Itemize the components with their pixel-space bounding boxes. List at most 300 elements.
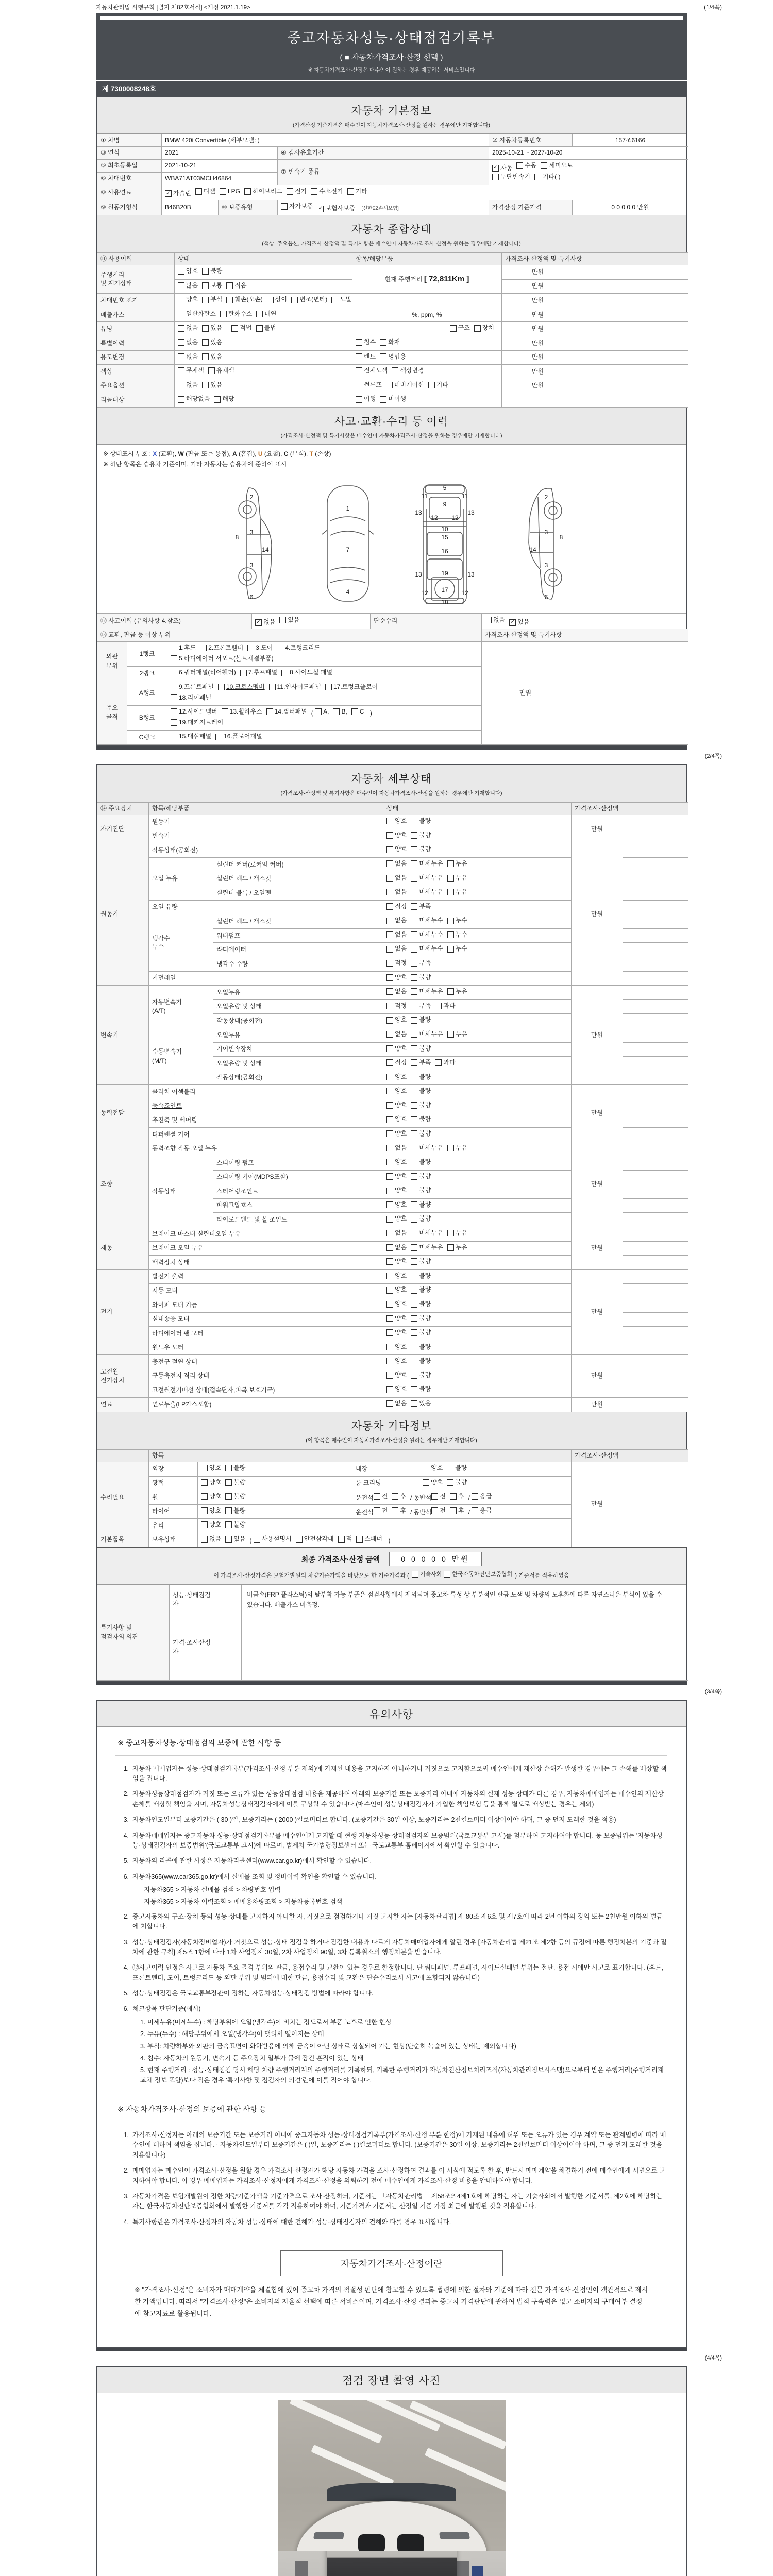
checkbox-전체도색[interactable] [356, 367, 362, 374]
checkbox-사용설명서[interactable] [254, 1536, 260, 1543]
checkbox-양호[interactable] [386, 832, 393, 839]
checkbox-불량[interactable] [411, 1287, 417, 1294]
checkbox-무단변속기[interactable] [492, 174, 499, 180]
checkbox-item[interactable] [386, 874, 407, 883]
checkbox-item[interactable] [435, 1002, 455, 1010]
checkbox-item[interactable] [411, 1002, 431, 1010]
checkbox-item[interactable] [516, 161, 536, 170]
checkbox-부족[interactable] [411, 1059, 417, 1066]
checkbox-item[interactable] [374, 1492, 388, 1501]
checkbox-item[interactable] [171, 707, 217, 716]
checkbox-불량[interactable] [225, 1521, 232, 1528]
checkbox-item[interactable] [411, 1030, 443, 1039]
checkbox-item[interactable] [411, 1129, 431, 1138]
checkbox-양호[interactable] [386, 1188, 393, 1194]
checkbox-양호[interactable] [386, 1088, 393, 1094]
checkbox-적음[interactable] [226, 282, 233, 289]
checkbox-item[interactable] [411, 1371, 431, 1380]
checkbox-item[interactable] [411, 1158, 431, 1166]
checkbox-item[interactable] [450, 1492, 464, 1501]
checkbox-불량[interactable] [202, 268, 209, 275]
checkbox-적정[interactable] [386, 960, 393, 967]
checkbox-불량[interactable] [225, 1479, 232, 1486]
checkbox-item[interactable] [225, 1478, 245, 1487]
checkbox-미세누수[interactable] [411, 946, 417, 953]
checkbox-item[interactable] [411, 1058, 431, 1067]
checkbox-item[interactable] [472, 1492, 492, 1501]
checkbox-item[interactable] [428, 381, 448, 389]
checkbox-장치[interactable] [474, 325, 481, 332]
checkbox-과다[interactable] [435, 1003, 442, 1009]
checkbox-item[interactable] [386, 1186, 407, 1195]
checkbox-불량[interactable] [411, 1088, 417, 1094]
checkbox-item[interactable] [447, 1464, 467, 1472]
checkbox-item[interactable] [386, 1087, 407, 1095]
checkbox-있음[interactable]: ✓ [509, 619, 516, 626]
checkbox-item[interactable] [431, 1492, 446, 1501]
checkbox-많음[interactable] [178, 282, 184, 289]
checkbox-후[interactable] [392, 1493, 398, 1500]
checkbox-LPG[interactable] [220, 188, 226, 195]
checkbox-item[interactable] [311, 187, 343, 196]
checkbox-무채색[interactable] [178, 367, 184, 374]
checkbox-해당없음[interactable] [178, 396, 184, 403]
checkbox-10.크로스멤버[interactable] [218, 684, 225, 690]
checkbox-item[interactable] [447, 1243, 467, 1252]
checkbox-18.리어패널[interactable] [171, 694, 177, 701]
checkbox-변조(변타)[interactable] [291, 297, 298, 303]
checkbox-없음[interactable] [178, 339, 184, 346]
checkbox-item[interactable] [317, 204, 355, 213]
checkbox-item[interactable] [386, 1314, 407, 1323]
checkbox-item[interactable] [392, 1492, 406, 1501]
checkbox-item[interactable] [244, 187, 282, 196]
checkbox-item[interactable] [386, 1115, 407, 1124]
checkbox-item[interactable] [392, 1506, 406, 1515]
checkbox-응급[interactable] [472, 1507, 478, 1514]
checkbox-item[interactable] [411, 817, 431, 825]
checkbox-상이[interactable] [267, 297, 274, 303]
checkbox-없음[interactable] [386, 1145, 393, 1151]
checkbox-후[interactable] [450, 1493, 457, 1500]
checkbox-item[interactable] [411, 1073, 431, 1081]
checkbox-item[interactable] [386, 1058, 407, 1067]
checkbox-item[interactable] [225, 1492, 245, 1501]
checkbox-2.프론트휀더[interactable] [200, 645, 207, 651]
checkbox-item[interactable] [386, 888, 407, 896]
checkbox-양호[interactable] [178, 297, 184, 303]
checkbox-item[interactable] [356, 381, 382, 389]
checkbox-과다[interactable] [435, 1059, 442, 1066]
checkbox-item[interactable] [256, 310, 276, 318]
checkbox-미이행[interactable] [380, 396, 386, 403]
checkbox-item[interactable] [450, 324, 470, 332]
checkbox-item[interactable] [215, 732, 262, 741]
checkbox-B,[interactable] [333, 708, 340, 715]
checkbox-보통[interactable] [202, 282, 209, 289]
checkbox-item[interactable] [220, 310, 252, 318]
checkbox-item[interactable] [225, 1506, 245, 1515]
checkbox-item[interactable] [356, 395, 376, 403]
checkbox-item[interactable] [411, 1115, 431, 1124]
checkbox-item[interactable] [296, 1535, 334, 1544]
checkbox-item[interactable] [509, 618, 529, 626]
checkbox-item[interactable] [171, 683, 214, 691]
checkbox-item[interactable] [411, 1015, 431, 1024]
checkbox-item[interactable] [435, 1058, 455, 1067]
checkbox-item[interactable] [386, 859, 407, 868]
checkbox-없음[interactable] [386, 1230, 393, 1236]
checkbox-item[interactable] [386, 831, 407, 840]
checkbox-item[interactable] [447, 859, 467, 868]
checkbox-item[interactable] [202, 281, 222, 290]
checkbox-없음[interactable] [386, 988, 393, 995]
checkbox-양호[interactable] [386, 1116, 393, 1123]
checkbox-item[interactable] [386, 1002, 407, 1010]
checkbox-전[interactable] [431, 1493, 438, 1500]
checkbox-양호[interactable] [201, 1507, 208, 1514]
checkbox-item[interactable] [277, 643, 320, 652]
checkbox-자가보증[interactable] [281, 203, 288, 210]
checkbox-후[interactable] [450, 1507, 457, 1514]
checkbox-item[interactable] [380, 338, 400, 347]
checkbox-불량[interactable] [225, 1507, 232, 1514]
checkbox-item[interactable] [281, 668, 332, 677]
checkbox-item[interactable] [447, 1144, 467, 1153]
checkbox-item[interactable] [447, 944, 467, 953]
checkbox-불량[interactable] [411, 1188, 417, 1194]
checkbox-item[interactable] [386, 1144, 407, 1153]
checkbox-item[interactable] [178, 324, 198, 332]
checkbox-item[interactable] [411, 845, 431, 854]
checkbox-item[interactable] [411, 1328, 431, 1337]
checkbox-양호[interactable] [386, 1358, 393, 1364]
checkbox-없음[interactable] [201, 1536, 208, 1543]
checkbox-item[interactable] [178, 267, 198, 276]
checkbox-item[interactable] [351, 707, 364, 716]
checkbox-가솔린[interactable]: ✓ [165, 190, 172, 197]
checkbox-불량[interactable] [411, 1386, 417, 1393]
checkbox-item[interactable] [534, 173, 561, 181]
checkbox-부족[interactable] [411, 903, 417, 910]
checkbox-있음[interactable] [202, 339, 209, 346]
checkbox-item[interactable] [266, 707, 307, 716]
checkbox-양호[interactable] [386, 1173, 393, 1180]
checkbox-양호[interactable] [386, 846, 393, 853]
checkbox-item[interactable] [356, 338, 376, 347]
checkbox-item[interactable] [291, 295, 327, 304]
checkbox-item[interactable] [356, 352, 376, 361]
checkbox-item[interactable] [472, 1506, 492, 1515]
checkbox-있음[interactable] [225, 1536, 232, 1543]
checkbox-item[interactable] [178, 381, 198, 389]
checkbox-양호[interactable] [386, 1287, 393, 1294]
checkbox-불량[interactable] [411, 818, 417, 824]
checkbox-전[interactable] [374, 1493, 380, 1500]
checkbox-item[interactable] [281, 202, 313, 211]
checkbox-없음[interactable] [485, 617, 492, 623]
checkbox-item[interactable] [202, 324, 222, 332]
checkbox-item[interactable] [240, 668, 277, 677]
checkbox-불량[interactable] [411, 1074, 417, 1080]
checkbox-item[interactable] [411, 1399, 431, 1408]
checkbox-양호[interactable] [178, 268, 184, 275]
checkbox-19.패키지트레이[interactable] [171, 719, 177, 726]
checkbox-item[interactable] [386, 1214, 407, 1223]
checkbox-불량[interactable] [447, 1465, 453, 1471]
checkbox-item[interactable] [269, 683, 321, 691]
checkbox-item[interactable] [386, 1044, 407, 1053]
checkbox-양호[interactable] [386, 1045, 393, 1052]
checkbox-item[interactable] [444, 1570, 512, 1578]
checkbox-item[interactable] [386, 381, 424, 389]
checkbox-item[interactable] [411, 1272, 431, 1280]
checkbox-item[interactable] [201, 1506, 221, 1515]
checkbox-불량[interactable] [447, 1479, 453, 1486]
checkbox-양호[interactable] [423, 1479, 429, 1486]
checkbox-없음[interactable] [386, 875, 393, 882]
checkbox-item[interactable] [411, 930, 443, 939]
checkbox-불량[interactable] [411, 1130, 417, 1137]
checkbox-item[interactable] [231, 324, 251, 332]
checkbox-미세누유[interactable] [411, 1244, 417, 1251]
checkbox-item[interactable] [386, 944, 407, 953]
checkbox-불량[interactable] [411, 974, 417, 981]
checkbox-잭[interactable] [338, 1536, 345, 1543]
checkbox-전[interactable] [374, 1507, 380, 1514]
checkbox-해당[interactable] [214, 396, 221, 403]
checkbox-item[interactable] [450, 1506, 464, 1515]
checkbox-item[interactable] [411, 1343, 431, 1351]
checkbox-보험사보증[interactable]: ✓ [317, 206, 324, 212]
checkbox-기타( )[interactable] [534, 174, 541, 180]
checkbox-6.쿼터패널(리어휀더)[interactable] [171, 670, 177, 676]
checkbox-미세누유[interactable] [411, 1230, 417, 1236]
checkbox-item[interactable] [171, 732, 211, 741]
checkbox-item[interactable] [279, 616, 299, 624]
checkbox-item[interactable] [411, 1257, 431, 1266]
checkbox-적법[interactable] [231, 325, 238, 332]
checkbox-item[interactable] [411, 859, 443, 868]
checkbox-양호[interactable] [386, 1130, 393, 1137]
checkbox-수동[interactable] [516, 162, 523, 169]
checkbox-적정[interactable] [386, 1003, 393, 1009]
checkbox-item[interactable] [222, 707, 262, 716]
checkbox-item[interactable] [202, 381, 222, 389]
checkbox-item[interactable] [447, 888, 467, 896]
checkbox-양호[interactable] [386, 1017, 393, 1024]
checkbox-없음[interactable] [386, 1031, 393, 1038]
checkbox-누유[interactable] [447, 988, 454, 995]
checkbox-item[interactable] [386, 1371, 407, 1380]
checkbox-기술사회[interactable] [412, 1571, 418, 1578]
checkbox-유채색[interactable] [208, 367, 215, 374]
checkbox-양호[interactable] [386, 1386, 393, 1393]
checkbox-item[interactable] [411, 987, 443, 996]
checkbox-미세누유[interactable] [411, 1145, 417, 1151]
checkbox-불량[interactable] [411, 1258, 417, 1265]
checkbox-item[interactable] [386, 1243, 407, 1252]
checkbox-item[interactable] [386, 973, 407, 982]
checkbox-없음[interactable] [178, 382, 184, 388]
checkbox-item[interactable] [411, 944, 443, 953]
checkbox-없음[interactable] [178, 325, 184, 332]
checkbox-item[interactable] [178, 295, 198, 304]
checkbox-item[interactable] [171, 668, 236, 677]
checkbox-item[interactable] [386, 1300, 407, 1309]
checkbox-item[interactable] [333, 707, 347, 716]
checkbox-스패너[interactable] [356, 1536, 363, 1543]
checkbox-불량[interactable] [411, 1315, 417, 1322]
checkbox-item[interactable] [386, 987, 407, 996]
checkbox-3.도어[interactable] [247, 645, 254, 651]
checkbox-item[interactable] [447, 987, 467, 996]
checkbox-item[interactable] [178, 352, 198, 361]
checkbox-양호[interactable] [386, 1216, 393, 1223]
checkbox-item[interactable] [165, 189, 191, 198]
checkbox-미세누유[interactable] [411, 860, 417, 867]
checkbox-item[interactable] [411, 1214, 431, 1223]
checkbox-16.플로어패널[interactable] [215, 734, 222, 740]
checkbox-item[interactable] [412, 1570, 442, 1578]
checkbox-있음[interactable] [202, 382, 209, 388]
checkbox-불량[interactable] [411, 846, 417, 853]
checkbox-불량[interactable] [411, 1159, 417, 1165]
checkbox-item[interactable] [492, 173, 530, 181]
checkbox-item[interactable] [356, 366, 388, 375]
checkbox-침수[interactable] [356, 339, 362, 346]
checkbox-누수[interactable] [447, 946, 454, 953]
checkbox-양호[interactable] [386, 1074, 393, 1080]
checkbox-item[interactable] [386, 817, 407, 825]
checkbox-일산화탄소[interactable] [178, 311, 184, 317]
checkbox-item[interactable] [386, 1385, 407, 1394]
checkbox-양호[interactable] [386, 1301, 393, 1308]
checkbox-item[interactable] [411, 1087, 431, 1095]
checkbox-item[interactable] [411, 1101, 431, 1110]
checkbox-item[interactable] [386, 1172, 407, 1181]
checkbox-기타[interactable] [428, 382, 435, 388]
checkbox-item[interactable] [247, 643, 273, 652]
checkbox-7.루프패널[interactable] [240, 670, 247, 676]
checkbox-부족[interactable] [411, 1003, 417, 1009]
checkbox-item[interactable] [447, 1030, 467, 1039]
checkbox-item[interactable] [267, 295, 287, 304]
checkbox-있음[interactable] [279, 617, 286, 623]
checkbox-item[interactable] [431, 1506, 446, 1515]
checkbox-양호[interactable] [386, 818, 393, 824]
checkbox-미세누유[interactable] [411, 1031, 417, 1038]
checkbox-item[interactable] [201, 1535, 221, 1544]
checkbox-적정[interactable] [386, 1059, 393, 1066]
checkbox-item[interactable] [411, 973, 431, 982]
checkbox-item[interactable] [226, 295, 262, 304]
checkbox-없음[interactable]: ✓ [255, 619, 262, 626]
checkbox-item[interactable] [374, 1506, 388, 1515]
checkbox-부식[interactable] [202, 297, 209, 303]
checkbox-item[interactable] [541, 161, 573, 170]
checkbox-item[interactable] [225, 1520, 245, 1529]
checkbox-15.대쉬패널[interactable] [171, 734, 177, 740]
checkbox-불량[interactable] [411, 1358, 417, 1364]
checkbox-있음[interactable] [202, 325, 209, 332]
checkbox-item[interactable] [178, 281, 198, 290]
checkbox-5.라디에이터 서포트(볼트체결부품)[interactable] [171, 655, 177, 662]
checkbox-item[interactable] [386, 1015, 407, 1024]
checkbox-item[interactable] [411, 1044, 431, 1053]
checkbox-있음[interactable] [411, 1400, 417, 1407]
checkbox-불량[interactable] [411, 1344, 417, 1350]
checkbox-item[interactable] [201, 1478, 221, 1487]
checkbox-14.필러패널[interactable] [266, 708, 273, 715]
checkbox-item[interactable] [386, 959, 407, 968]
checkbox-미세누유[interactable] [411, 988, 417, 995]
checkbox-item[interactable] [411, 902, 431, 911]
checkbox-item[interactable] [347, 187, 367, 196]
checkbox-item[interactable] [171, 693, 211, 702]
checkbox-이행[interactable] [356, 396, 362, 403]
checkbox-item[interactable] [386, 902, 407, 911]
checkbox-11.인사이드패널[interactable] [269, 684, 276, 690]
checkbox-item[interactable] [386, 1073, 407, 1081]
checkbox-item[interactable] [447, 1478, 467, 1487]
checkbox-양호[interactable] [386, 1201, 393, 1208]
checkbox-미세누수[interactable] [411, 918, 417, 924]
checkbox-누유[interactable] [447, 1145, 454, 1151]
checkbox-누유[interactable] [447, 1230, 454, 1236]
checkbox-양호[interactable] [386, 1258, 393, 1265]
checkbox-불량[interactable] [411, 1017, 417, 1024]
checkbox-하이브리드[interactable] [244, 188, 251, 195]
checkbox-item[interactable] [325, 683, 378, 691]
checkbox-양호[interactable] [201, 1479, 208, 1486]
checkbox-item[interactable] [287, 187, 307, 196]
checkbox-누수[interactable] [447, 918, 454, 924]
checkbox-item[interactable] [380, 395, 406, 403]
checkbox-item[interactable] [386, 1200, 407, 1209]
checkbox-item[interactable] [202, 267, 222, 276]
checkbox-양호[interactable] [201, 1521, 208, 1528]
checkbox-불량[interactable] [225, 1465, 232, 1471]
checkbox-item[interactable] [331, 295, 351, 304]
checkbox-불량[interactable] [411, 1372, 417, 1379]
checkbox-누유[interactable] [447, 875, 454, 882]
checkbox-item[interactable] [202, 295, 222, 304]
checkbox-탄화수소[interactable] [220, 311, 227, 317]
checkbox-양호[interactable] [386, 1329, 393, 1336]
checkbox-훼손(오손)[interactable] [226, 297, 233, 303]
checkbox-전[interactable] [431, 1507, 438, 1514]
checkbox-양호[interactable] [201, 1493, 208, 1500]
checkbox-미세누수[interactable] [411, 931, 417, 938]
checkbox-item[interactable] [411, 1314, 431, 1323]
checkbox-누수[interactable] [447, 931, 454, 938]
checkbox-item[interactable] [386, 1257, 407, 1266]
checkbox-수소전기[interactable] [311, 188, 317, 195]
checkbox-불량[interactable] [411, 1116, 417, 1123]
checkbox-item[interactable] [214, 395, 234, 403]
checkbox-item[interactable] [386, 1101, 407, 1110]
checkbox-item[interactable] [474, 324, 494, 332]
checkbox-없음[interactable] [178, 353, 184, 360]
checkbox-A,[interactable] [315, 708, 322, 715]
checkbox-없음[interactable] [386, 931, 393, 938]
checkbox-item[interactable] [171, 643, 196, 652]
checkbox-item[interactable] [225, 1535, 245, 1544]
checkbox-누유[interactable] [447, 1244, 454, 1251]
checkbox-양호[interactable] [386, 1315, 393, 1322]
checkbox-item[interactable] [492, 164, 512, 173]
